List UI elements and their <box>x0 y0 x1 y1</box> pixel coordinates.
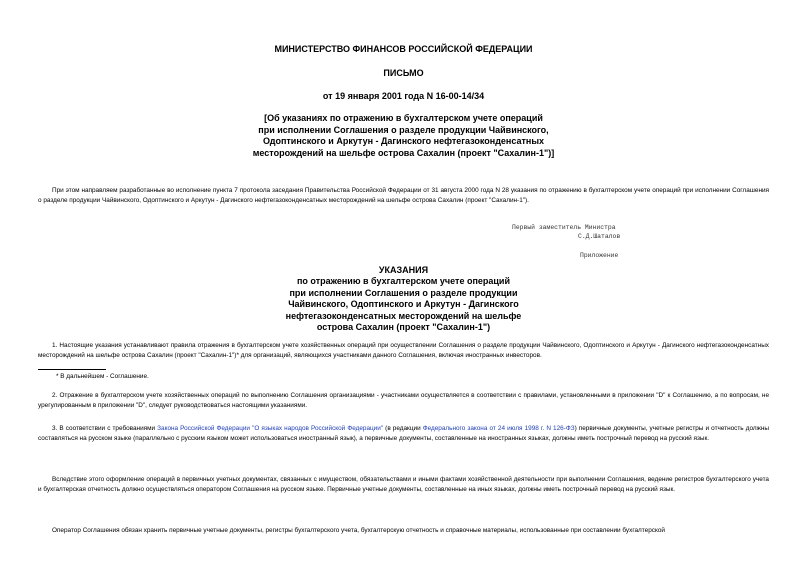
paragraph-4 <box>38 475 769 495</box>
appendix-label: Приложение <box>580 252 619 259</box>
subject-line: месторождений на шельфе острова Сахалин (проект "Сахалин-1")] <box>252 147 555 158</box>
intro-text: При этом направляем разработанные во исполнение пункта 7 протокола заседания Правительства Российской Федерации от 31 августа 2000 года N 28 указания по отражению в бухгалтерском учете операций при исполнении Соглашения о разделе продукции Чайвинского, Одоптинского и Аркутун - Дагинского нефтегазоконденсатных месторождений на шельфе острова Сахалин (проект "Сахалин-1"). <box>38 187 769 204</box>
intro-paragraph <box>38 186 769 206</box>
document-date-number: от 19 января 2001 года N 16-00-14/34 <box>322 91 485 101</box>
signature-position: Первый заместитель Министра <box>512 224 616 231</box>
paragraph-4-text: Вследствие этого оформление операций в первичных учетных документах, связанных с имуществом, обязательствами и иными фактами хозяйственной деятельности при выполнении Соглашения, ведение регистров бухгалтерского учета и бухгалтерская отчетность должно осуществляться оператором Соглашения на русском языке. Первичные учетные документы, составленные на иных языках, должны иметь построчный перевод на русский язык. <box>38 476 769 493</box>
instructions-subtitle <box>0 276 807 334</box>
instructions-subtitle-line: при исполнении Соглашения о разделе продукции <box>289 287 518 298</box>
paragraph-5 <box>38 526 769 536</box>
ministry-heading: МИНИСТЕРСТВО ФИНАНСОВ РОССИЙСКОЙ ФЕДЕРАЦИИ <box>274 44 533 54</box>
instructions-subtitle-line: по отражению в бухгалтерском учете операций <box>296 276 511 286</box>
subject-line: Одоптинского и Аркутун - Дагинского нефтегазоконденсатных <box>262 136 545 146</box>
federal-law-link[interactable]: Федерального закона от 24 июля 1998 г. N 126-ФЗ <box>422 425 575 432</box>
instructions-subtitle-line: острова Сахалин (проект "Сахалин-1") <box>316 322 491 332</box>
instructions-subtitle-line: Чайвинского, Одоптинского и Аркутун - Дагинского <box>288 299 519 309</box>
paragraph-2-text: 2. Отражение в бухгалтерском учете хозяйственных операций по выполнению Соглашения организациями - участниками осуществляется в соответствии с правилами, установленными в приложении "D" к Соглашению, а по вопросам, не урегулированным в приложении "D", следует руководствоваться настоящими указаниями. <box>38 392 769 409</box>
footnote-divider <box>38 369 106 370</box>
paragraph-1-text: 1. Настоящие указания устанавливают правила отражения в бухгалтерском учете хозяйственных операций при осуществлении Соглашения о разделе продукции Чайвинского, Одоптинского и Аркутун - Дагинского нефтегазоконденсатных месторождений на шельфе острова Сахалин (проект "Сахалин-1")* для организаций, являющихся участниками данного Соглашения, включая иностранных инвесторов. <box>38 342 769 359</box>
paragraph-3-text-end: ) первичные документы, учетные регистры и отчетность должны составляться на русском языке (параллельно с русским языком может использоваться иностранный язык), а первичные документы, составленные на иностранных языках, должны иметь построчный перевод на русский язык. <box>38 425 769 442</box>
document-type: ПИСЬМО <box>383 68 424 78</box>
paragraph-2 <box>38 391 769 411</box>
footnote: * В дальнейшем - Соглашение. <box>56 373 149 380</box>
subject-line: [Об указаниях по отражению в бухгалтерском учете операций <box>264 113 543 123</box>
instructions-subtitle-line: нефтегазоконденсатных месторождений на шельфе <box>285 310 522 321</box>
subject-line: при исполнении Соглашения о разделе продукции Чайвинского, <box>258 124 549 135</box>
signature-name: С.Д.Шаталов <box>578 233 621 240</box>
instructions-title: УКАЗАНИЯ <box>378 265 429 275</box>
paragraph-3 <box>38 424 769 444</box>
paragraph-3-text-middle: (в редакции <box>383 425 423 432</box>
paragraph-1 <box>38 341 769 361</box>
document-subject <box>0 113 807 159</box>
language-law-link[interactable]: Закона Российской Федерации "О языках народов Российской Федерации" <box>157 425 384 432</box>
paragraph-3-text-start: 3. В соответствии с требованиями <box>52 425 158 432</box>
paragraph-5-text: Оператор Соглашения обязан хранить первичные учетные документы, регистры бухгалтерского учета, бухгалтерскую отчетность и справочные материалы, использованные при составлении бухгалтерской <box>52 527 665 534</box>
